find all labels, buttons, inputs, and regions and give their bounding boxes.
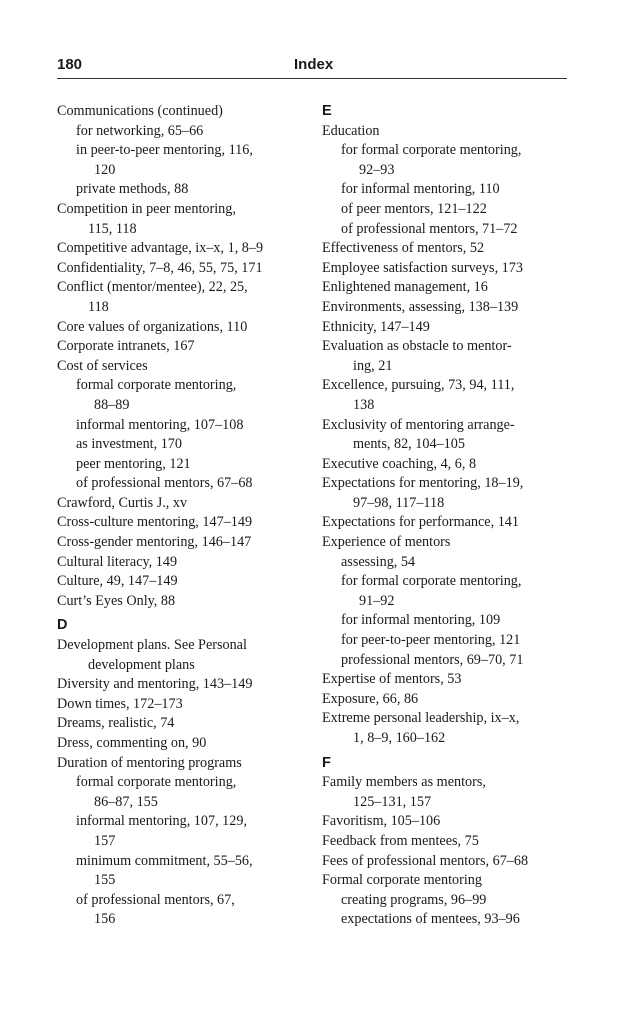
index-entry: Cross-culture mentoring, 147–149 (57, 514, 253, 531)
index-entry: Education (322, 122, 380, 139)
index-entry: Excellence, pursuing, 73, 94, 111, (322, 377, 515, 394)
index-entry: Favoritism, 105–106 (322, 813, 441, 830)
index-entry: Executive coaching, 4, 6, 8 (322, 455, 477, 472)
index-continuation: development plans (88, 656, 195, 673)
index-continuation: 155 (94, 872, 116, 889)
section-letter: E (322, 103, 332, 119)
index-subentry: as investment, 170 (76, 436, 182, 453)
index-subentry: peer mentoring, 121 (76, 455, 191, 472)
index-column-left (57, 102, 307, 930)
index-subentry: minimum commitment, 55–56, (76, 852, 253, 869)
index-continuation: 97–98, 117–118 (353, 494, 445, 511)
index-continuation: 86–87, 155 (94, 793, 158, 810)
index-entry: Core values of organizations, 110 (57, 318, 248, 335)
index-entry: Crawford, Curtis J., xv (57, 494, 188, 511)
index-entry: Duration of mentoring programs (57, 754, 242, 771)
section-letter: F (322, 754, 331, 771)
section-letter: D (57, 617, 68, 634)
index-subentry: private methods, 88 (76, 181, 189, 198)
index-entry: Curt’s Eyes Only, 88 (57, 592, 176, 609)
index-subentry: formal corporate mentoring, (76, 774, 237, 791)
index-entry: Culture, 49, 147–149 (57, 573, 178, 590)
index-entry: Exclusivity of mentoring arrange- (322, 416, 515, 433)
index-entry: Conflict (mentor/mentee), 22, 25, (57, 279, 248, 296)
index-entry: Enlightened management, 16 (322, 279, 488, 296)
index-continuation: 157 (94, 832, 116, 849)
index-entry: Cost of services (57, 357, 148, 374)
index-continuation: 118 (88, 298, 109, 315)
index-continuation: ing, 21 (353, 357, 393, 374)
index-entry: Diversity and mentoring, 143–149 (57, 676, 253, 693)
index-entry: Family members as mentors, (322, 774, 486, 791)
index-subentry: professional mentors, 69–70, 71 (341, 651, 524, 668)
index-entry: Expectations for performance, 141 (322, 514, 519, 531)
index-entry: Dreams, realistic, 74 (57, 715, 175, 732)
index-entry: Communications (continued) (57, 103, 223, 119)
index-continuation: 125–131, 157 (353, 793, 432, 810)
index-continuation: 115, 118 (88, 220, 137, 237)
index-entry: Effectiveness of mentors, 52 (322, 240, 485, 257)
index-subentry: expectations of mentees, 93–96 (341, 911, 520, 928)
index-subentry: for formal corporate mentoring, (341, 573, 522, 590)
index-subentry: informal mentoring, 107–108 (76, 416, 244, 433)
index-entry: Extreme personal leadership, ix–x, (322, 710, 520, 727)
index-entry: Employee satisfaction surveys, 173 (322, 259, 523, 276)
index-continuation: 92–93 (359, 161, 395, 178)
index-subentry: for informal mentoring, 109 (341, 612, 501, 629)
running-header (57, 56, 567, 76)
index-subentry: for networking, 65–66 (76, 122, 204, 139)
index-subentry: creating programs, 96–99 (341, 891, 487, 908)
header-rule (57, 78, 567, 79)
index-continuation: 88–89 (94, 396, 130, 413)
page-number: 180 (57, 56, 83, 73)
index-subentry: informal mentoring, 107, 129, (76, 813, 248, 830)
index-subentry: formal corporate mentoring, (76, 377, 237, 394)
index-entry: Fees of professional mentors, 67–68 (322, 852, 529, 869)
index-entry: Exposure, 66, 86 (322, 690, 419, 707)
index-column-right (322, 102, 572, 930)
index-continuation: 138 (353, 396, 375, 413)
index-entry: Feedback from mentees, 75 (322, 832, 479, 849)
index-subentry: in peer-to-peer mentoring, 116, (76, 142, 253, 159)
index-subentry: of peer mentors, 121–122 (341, 200, 487, 217)
index-subentry: assessing, 54 (341, 553, 416, 570)
index-entry: Evaluation as obstacle to mentor- (322, 338, 512, 355)
index-entry: Formal corporate mentoring (322, 872, 482, 889)
index-entry: Competitive advantage, ix–x, 1, 8–9 (57, 240, 264, 257)
index-subentry: for formal corporate mentoring, (341, 142, 522, 159)
index-entry: Corporate intranets, 167 (57, 338, 195, 355)
index-subentry: of professional mentors, 71–72 (341, 220, 518, 237)
index-entry: Expectations for mentoring, 18–19, (322, 475, 524, 492)
index-subentry: for informal mentoring, 110 (341, 181, 500, 198)
index-entry: Confidentiality, 7–8, 46, 55, 75, 171 (57, 259, 263, 276)
index-entry: Ethnicity, 147–149 (322, 318, 430, 335)
page-title: Index (294, 56, 334, 73)
index-entry: Environments, assessing, 138–139 (322, 298, 519, 315)
index-continuation: 1, 8–9, 160–162 (353, 730, 446, 746)
index-continuation: 156 (94, 911, 116, 928)
index-entry: Cross-gender mentoring, 146–147 (57, 534, 252, 551)
index-entry: Down times, 172–173 (57, 695, 183, 712)
index-entry: Cultural literacy, 149 (57, 553, 178, 570)
index-entry: Development plans. See Personal (57, 637, 247, 654)
index-subentry: of professional mentors, 67, (76, 891, 235, 908)
index-continuation: 120 (94, 161, 116, 178)
index-continuation: 91–92 (359, 592, 395, 609)
index-subentry: of professional mentors, 67–68 (76, 475, 253, 492)
index-continuation: ments, 82, 104–105 (353, 436, 465, 453)
index-entry: Competition in peer mentoring, (57, 200, 236, 217)
index-entry: Experience of mentors (322, 534, 451, 551)
index-entry: Expertise of mentors, 53 (322, 671, 462, 688)
index-entry: Dress, commenting on, 90 (57, 735, 207, 751)
index-subentry: for peer-to-peer mentoring, 121 (341, 632, 521, 649)
